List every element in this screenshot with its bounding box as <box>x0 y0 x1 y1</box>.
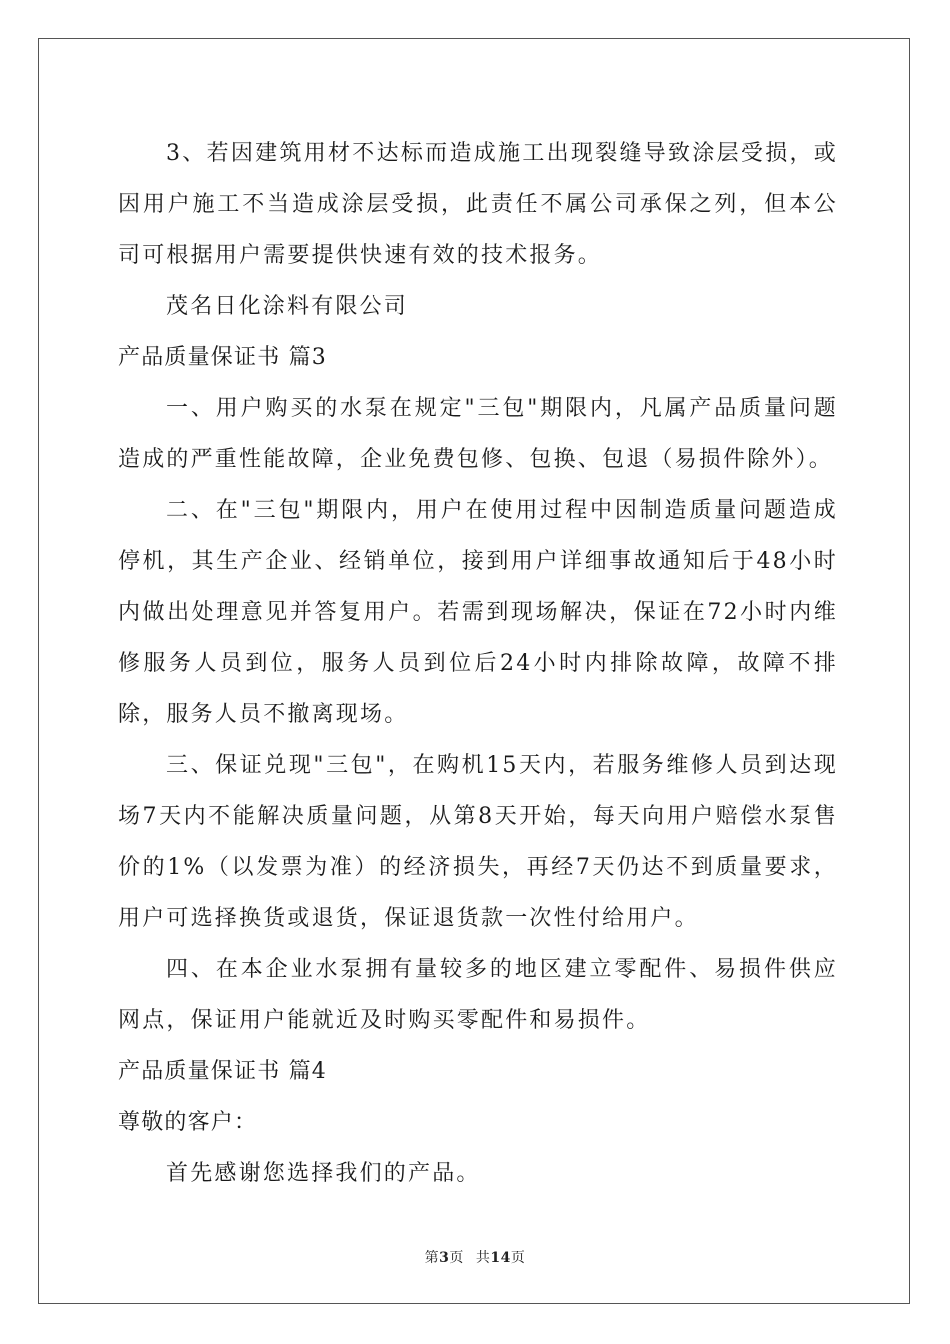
page-suffix: 页 <box>449 1250 464 1266</box>
paragraph-item-4: 四、在本企业水泵拥有量较多的地区建立零配件、易损件供应网点，保证用户能就近及时购买零配件和易损件。 <box>118 957 838 1033</box>
section-heading-part-4: 产品质量保证书 篇4 <box>118 1059 327 1084</box>
total-prefix: 共 <box>475 1250 491 1266</box>
paragraph-thanks: 首先感谢您选择我们的产品。 <box>166 1161 481 1186</box>
page-footer <box>0 1247 950 1267</box>
company-signature: 茂名日化涂料有限公司 <box>166 294 409 319</box>
page-prefix: 第 <box>424 1250 440 1266</box>
paragraph-item-3: 三、保证兑现"三包"，在购机15天内，若服务维修人员到达现场7天内不能解决质量问题，从第8天开始，每天向用户赔偿水泵售价的1%（以发票为准）的经济损失，再经7天仍达不到质量要求，用户可选择换货或退货，保证退货款一次性付给用户。 <box>118 753 838 931</box>
document-body <box>118 128 838 1199</box>
page-current: 3 <box>439 1250 450 1266</box>
total-suffix: 页 <box>510 1250 526 1266</box>
salutation: 尊敬的客户： <box>118 1110 258 1135</box>
paragraph-item-2: 二、在"三包"期限内，用户在使用过程中因制造质量问题造成停机，其生产企业、经销单位，接到用户详细事故通知后于48小时内做出处理意见并答复用户。若需到现场解决，保证在72小时内维修服务人员到位，服务人员到位后24小时内排除故障，故障不排除，服务人员不撤离现场。 <box>118 498 838 727</box>
paragraph-clause-3: 3、若因建筑用材不达标而造成施工出现裂缝导致涂层受损，或因用户施工不当造成涂层受损，此责任不属公司承保之列，但本公司可根据用户需要提供快速有效的技术报务。 <box>118 141 838 268</box>
page-total: 14 <box>490 1250 511 1266</box>
section-heading-part-3: 产品质量保证书 篇3 <box>118 345 327 370</box>
paragraph-item-1: 一、用户购买的水泵在规定"三包"期限内，凡属产品质量问题造成的严重性能故障，企业免费包修、包换、包退（易损件除外）。 <box>118 396 838 472</box>
